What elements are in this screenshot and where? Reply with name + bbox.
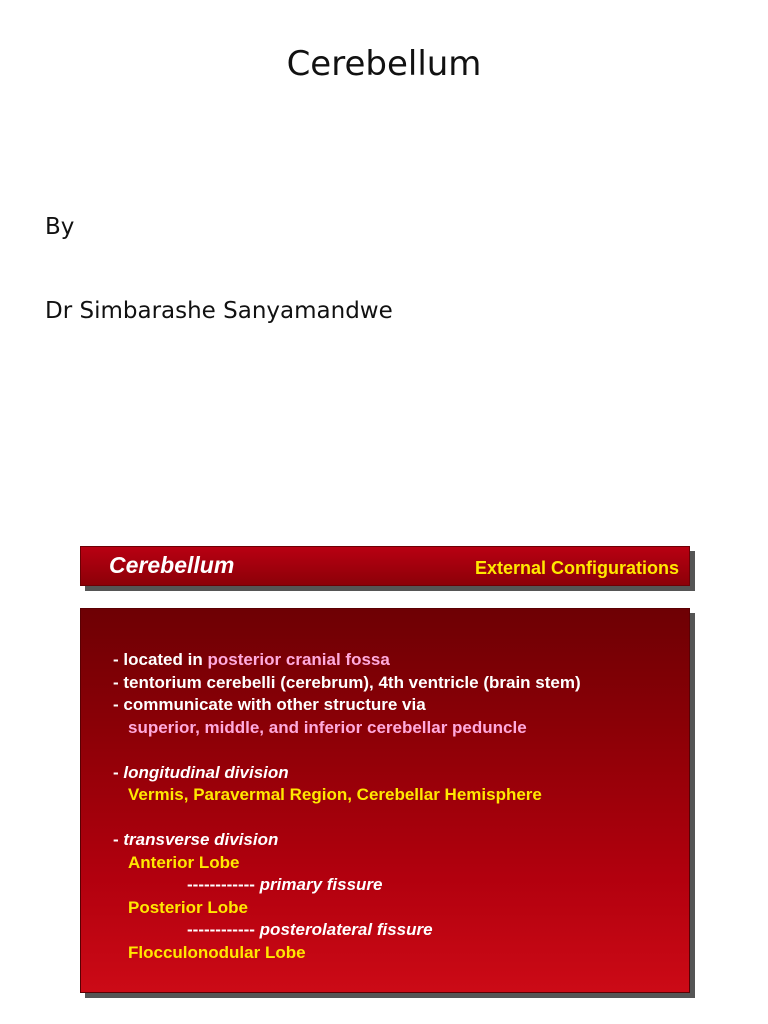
- line-transverse: [113, 829, 679, 852]
- line-posterior-lobe: Posterior Lobe: [128, 897, 248, 917]
- line-communicate: - communicate with other structure via: [113, 695, 426, 714]
- longitudinal-label: longitudinal division: [123, 762, 289, 782]
- line-located: [113, 649, 679, 672]
- line-anterior-lobe: Anterior Lobe: [128, 852, 240, 872]
- primary-dashes: ------------: [187, 875, 260, 894]
- longitudinal-dash: -: [113, 762, 124, 782]
- transverse-label: transverse division: [123, 830, 279, 849]
- line-primary-fissure: [113, 874, 679, 897]
- figure-header-bar: [80, 546, 690, 586]
- figure-content-text: [113, 649, 679, 964]
- located-prefix: - located in: [113, 650, 208, 669]
- posterolateral-fissure-label: posterolateral fissure: [259, 920, 433, 939]
- posterolateral-dashes: ------------: [187, 920, 260, 939]
- transverse-dash: -: [113, 830, 124, 849]
- figure-content-panel: [80, 608, 690, 993]
- line-longitudinal: [113, 762, 679, 785]
- by-label: By: [45, 214, 75, 240]
- primary-fissure-label: primary fissure: [259, 875, 383, 894]
- located-value: posterior cranial fossa: [207, 650, 390, 669]
- page-title: Cerebellum: [286, 44, 482, 84]
- figure-header-title: Cerebellum: [109, 552, 235, 578]
- line-posterolateral-fissure: [113, 919, 679, 942]
- author-name: Dr Simbarashe Sanyamandwe: [45, 298, 393, 324]
- line-longitudinal-items: Vermis, Paravermal Region, Cerebellar Hemisphere: [128, 785, 542, 804]
- line-flocculonodular-lobe: Flocculonodular Lobe: [128, 942, 306, 962]
- line-tentorium: - tentorium cerebelli (cerebrum), 4th ventricle (brain stem): [113, 672, 581, 692]
- spacer: [113, 807, 679, 830]
- figure-header-subtitle: External Configurations: [474, 558, 679, 578]
- spacer: [113, 739, 679, 762]
- line-peduncle: superior, middle, and inferior cerebellar peduncle: [128, 717, 527, 737]
